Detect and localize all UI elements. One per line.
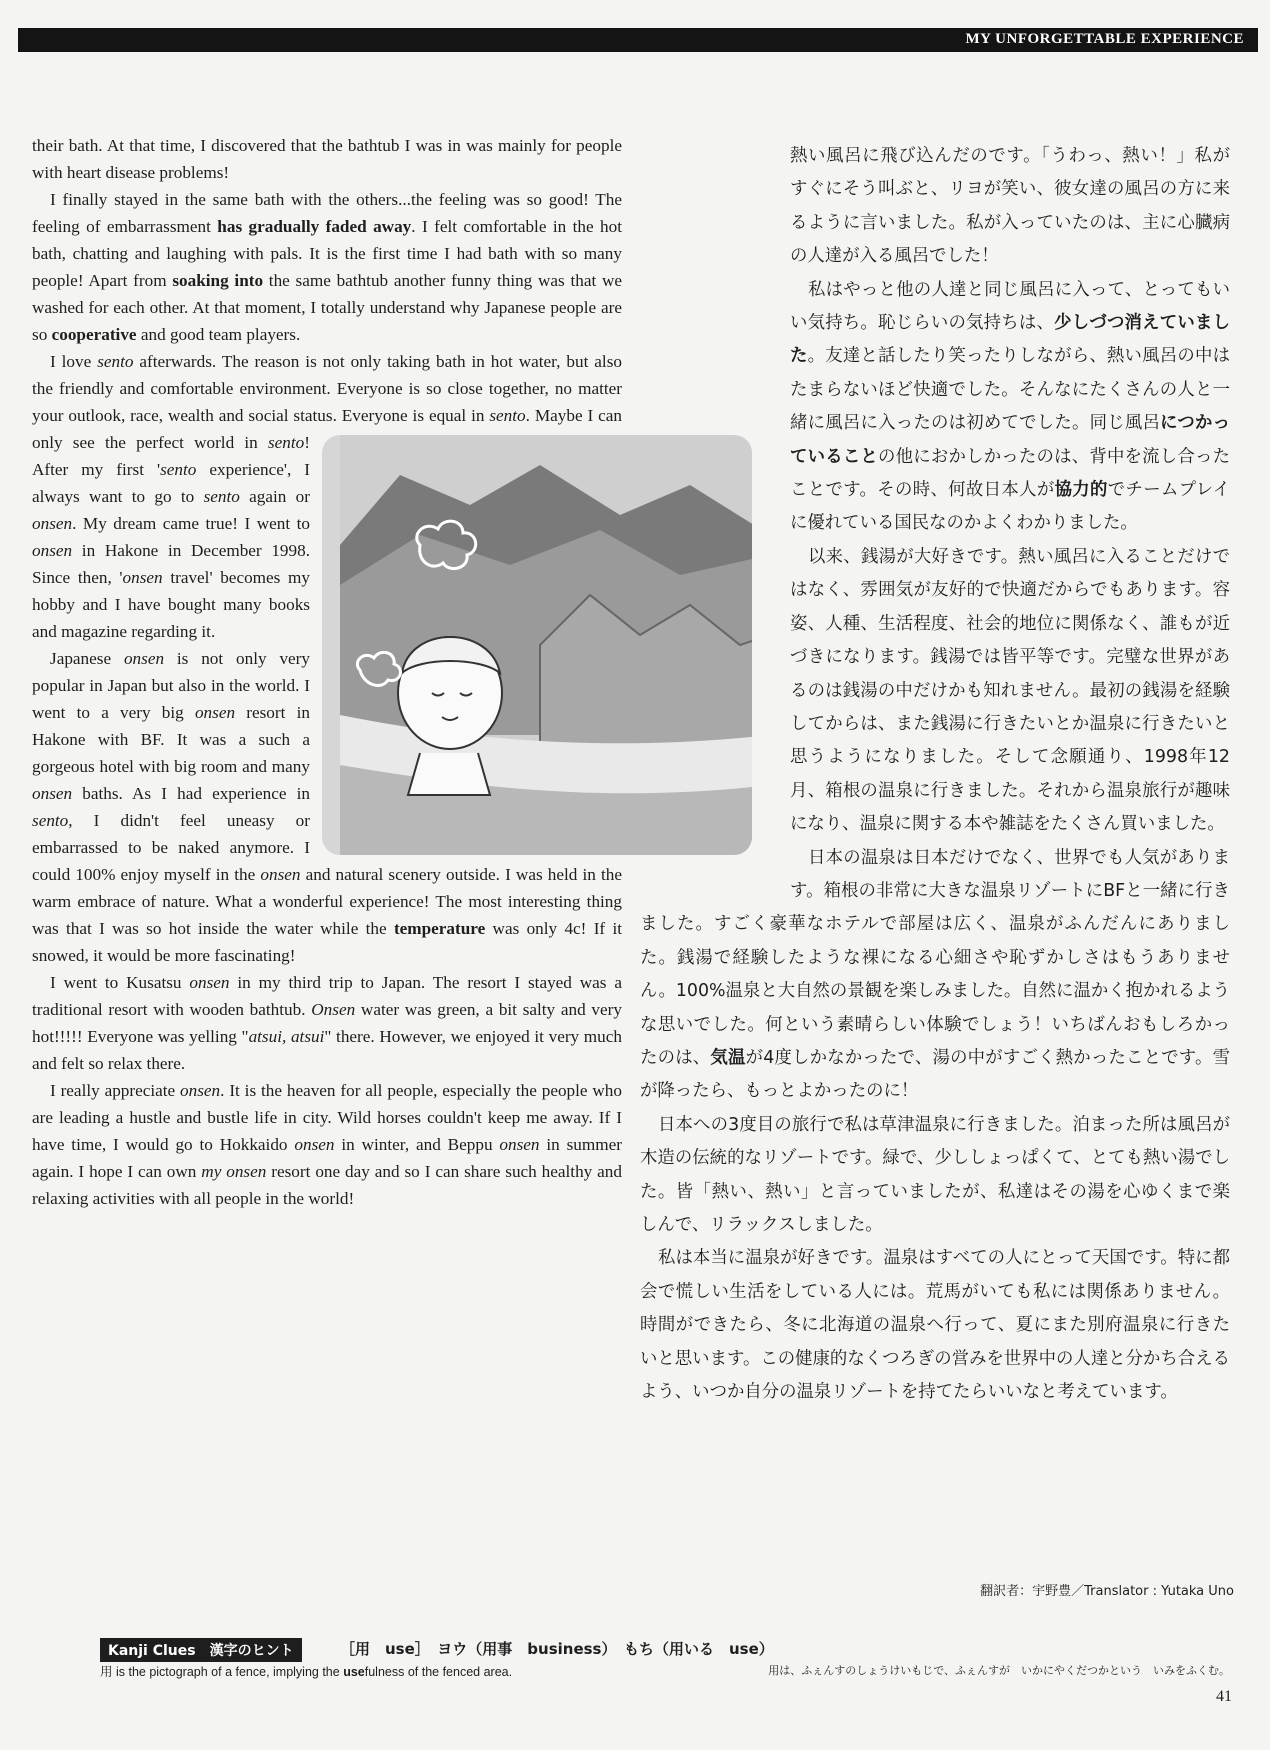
- jp-text: が4度しかなかったで、湯の中がすごく熱かったことです。雪が降ったら、もっとよかったのに！: [640, 1047, 1230, 1102]
- en-text: and natural scenery outside. I was held in the warm embrace of nature. What a wonderful experience! The most interesting thing was that I was so hot inside the water while the: [32, 865, 622, 938]
- jp-text: 私はやっと他の人達と同じ風呂に入って、とってもいい気持ち。恥じらいの気持ちは、: [790, 279, 1230, 334]
- en-italic: onsen: [122, 568, 163, 587]
- en-paragraph-6: [32, 1077, 622, 1212]
- en-italic: my onsen: [201, 1162, 267, 1181]
- jp-text: 日本の温泉は日本だけでなく、世界でも人気があります。箱根の非常に大きな温泉リゾートにBFと一緒に行きました。すごく豪華なホテルで部屋は広く、温泉がふんだんにありました。銭湯で経験したような裸になる心細さや恥ずかしさはもうありません。100%温泉と大自然の景観を楽しみました。自然に温かく抱かれるような思いでした。何という素晴らしい体験でしょう！いちばんおもしろかったのは、: [640, 847, 1230, 1068]
- en-text: in summer again. I hope I can own: [32, 1135, 622, 1181]
- japanese-column: [640, 140, 1230, 1409]
- en-text: " there. However, we enjoyed it very much and felt so relax there.: [32, 1027, 622, 1073]
- kanji-clues-bar: [100, 1638, 1240, 1678]
- en-text: afterwards. The reason is not only taking bath in hot water, but also the friendly and comfortable environment. Everyone is so close together, no matter your outlook, race, wealth and social status. Everyone is equal in: [32, 352, 622, 425]
- en-italic: onsen: [123, 649, 165, 668]
- en-italic: onsen: [32, 784, 73, 803]
- en-text: and good team players.: [136, 325, 301, 344]
- en-text: . It is the heaven for all people, especially the people who are leading a hustle and bustle life in city. Wild horses couldn't keep me away. If I have time, I would go to Hokkaido: [32, 1081, 622, 1154]
- jp-bold-phrase: につかっていること: [790, 413, 1230, 467]
- en-italic: onsen: [189, 973, 230, 992]
- en-italic: sento: [203, 487, 240, 506]
- page-number: 41: [1216, 1688, 1232, 1705]
- en-italic: onsen: [32, 514, 73, 533]
- jp-paragraph-4: [640, 842, 1230, 1109]
- en-italic: onsen: [294, 1135, 335, 1154]
- jp-paragraph-1: 熱い風呂に飛び込んだのです。「うわっ、熱い！」私がすぐにそう叫ぶと、リヨが笑い、彼女達の風呂の方に来るように言いました。私が入っていたのは、主に心臓病の人達が入る風呂でした！: [790, 146, 1230, 267]
- en-text: ! After my first ': [32, 433, 310, 479]
- illustration-spacer: [640, 410, 790, 880]
- en-text: in Hakone in December 1998. Since then, ': [32, 541, 310, 587]
- header-title: MY UNFORGETTABLE EXPERIENCE: [965, 31, 1244, 47]
- jp-text: 。友達と話したり笑ったりしながら、熱い風呂の中はたまらないほど快適でした。そんなにたくさんの人と一緒に風呂に入ったのは初めてでした。同じ風呂: [790, 346, 1230, 434]
- en-bold-phrase: soaking into: [172, 271, 264, 290]
- en-bold-phrase: cooperative: [51, 325, 137, 344]
- en-text: again or: [239, 487, 310, 506]
- kanji-en-text: fulness of the fenced area.: [364, 1665, 513, 1679]
- header-bar: [18, 28, 1258, 52]
- en-text: . My dream came true! I went to: [72, 514, 310, 533]
- kanji-explanation-en: [100, 1662, 512, 1680]
- en-italic: onsen: [499, 1135, 540, 1154]
- en-italic: onsen: [260, 865, 301, 884]
- en-text: . Maybe I can only see the perfect world in: [32, 406, 622, 452]
- en-text: in my third trip to Japan. The resort I stayed was a traditional resort with wooden bathtub.: [32, 973, 622, 1019]
- jp-text: の他におかしかったのは、背中を流し合ったことです。その時、何故日本人が: [790, 446, 1230, 501]
- kanji-en-bold: use: [343, 1665, 365, 1679]
- en-paragraph-3: [32, 348, 622, 645]
- en-text: I went to Kusatsu: [50, 973, 190, 992]
- en-italic: Onsen: [311, 1000, 356, 1019]
- en-italic: sento: [267, 433, 305, 452]
- en-italic: onsen: [32, 541, 73, 560]
- jp-text: でチームプレイに優れている国民なのかよくわかりました。: [790, 480, 1230, 534]
- en-text: baths. As I had experience in: [72, 784, 310, 803]
- en-italic: sento: [489, 406, 526, 425]
- en-text: resort in Hakone with BF. It was a such a gorgeous hotel with big room and many: [32, 703, 310, 776]
- en-paragraph-2: [32, 186, 622, 348]
- jp-bold-phrase: 協力的: [1054, 480, 1108, 501]
- translator-credit: 翻訳者：宇野豊／Translator : Yutaka Uno: [980, 1584, 1234, 1599]
- en-text: is not only very popular in Japan but also in the world. I went to a very big: [32, 649, 310, 722]
- english-column: [32, 132, 622, 1212]
- en-text: travel' becomes my hobby and I have bought many books and magazine regarding it.: [32, 568, 310, 641]
- jp-bold-phrase: 少しづつ消えていました: [790, 313, 1230, 367]
- en-text: resort one day and so I can share such healthy and relaxing activities with all people in the world!: [32, 1162, 622, 1208]
- en-text: . I felt comfortable in the hot bath, chatting and laughing with pals. It is the first time I had bath with so many people! Apart from: [32, 217, 622, 290]
- kanji-readings: ［用 use］ ヨウ（用事 business） もち（用いる use）: [340, 1640, 774, 1658]
- en-paragraph-5: [32, 969, 622, 1077]
- en-italic: sento: [32, 811, 69, 830]
- en-paragraph-1: [32, 132, 622, 186]
- kanji-explanation-jp: 用は、ふぇんすのしょうけいもじで、ふぇんすが いかにやくだつかという いみをふくむ。: [768, 1664, 1230, 1677]
- jp-paragraph-5: 日本への3度目の旅行で私は草津温泉に行きました。泊まった所は風呂が木造の伝統的なリゾートです。緑で、少ししょっぱくて、とても熱い湯でした。皆「熱い、熱い」と言っていましたが、私達はその湯を心ゆくまで楽しんで、リラックスしました。: [640, 1114, 1230, 1235]
- en-bold-phrase: has gradually faded away: [217, 217, 412, 236]
- jp-paragraph-3: 以来、銭湯が大好きです。熱い風呂に入ることだけではなく、雰囲気が友好的で快適だからでもあります。容姿、人種、生活程度、社会的地位に関係なく、誰もが近づきになります。銭湯では皆平等です。完璧な世界があるのは銭湯の中だけかも知れません。最初の銭湯を経験してからは、また銭湯に行きたいとか温泉に行きたいと思うようになりました。そして念願通り、1998年12月、箱根の温泉に行きました。それから温泉旅行が趣味になり、温泉に関する本や雑誌をたくさん買いました。: [790, 546, 1230, 835]
- kanji-clues-label: Kanji Clues 漢字のヒント: [100, 1638, 302, 1662]
- en-text: I really appreciate: [50, 1081, 181, 1100]
- en-italic: atsui, atsui: [248, 1027, 325, 1046]
- en-italic: sento: [97, 352, 134, 371]
- en-text: I love: [50, 352, 98, 371]
- jp-paragraph-6: 私は本当に温泉が好きです。温泉はすべての人にとって天国です。特に都会で慌しい生活をしている人には。荒馬がいても私には関係ありません。時間ができたら、冬に北海道の温泉へ行って、夏にまた別府温泉に行きたいと思います。この健康的なくつろぎの営みを世界中の人達と分かち合えるよう、いつか自分の温泉リゾートを持てたらいいなと考えています。: [640, 1248, 1230, 1403]
- en-text: water was green, a bit salty and very hot!!!!! Everyone was yelling ": [32, 1000, 622, 1046]
- jp-bold-phrase: 気温: [710, 1047, 746, 1068]
- en-text: in winter, and Beppu: [334, 1135, 500, 1154]
- en-text: experience', I always want to go to: [32, 460, 310, 506]
- kanji-en-text: 用 is the pictograph of a fence, implying the: [100, 1665, 344, 1679]
- en-text: their bath. At that time, I discovered that the bathtub I was in was mainly for people with heart disease problems!: [32, 136, 622, 182]
- en-text: , I didn't feel uneasy or embarrassed to be naked anymore. I could 100% enjoy myself in the: [32, 811, 310, 884]
- en-bold-phrase: temperature: [393, 919, 486, 938]
- en-italic: onsen: [194, 703, 236, 722]
- en-text: was only 4c! If it snowed, it would be more fascinating!: [32, 919, 622, 965]
- en-text: the same bathtub another funny thing was that we washed for each other. At that moment, I totally understand why Japanese people are so: [32, 271, 623, 344]
- en-italic: sento: [160, 460, 197, 479]
- en-italic: onsen: [180, 1081, 221, 1100]
- en-text: Japanese: [50, 649, 124, 668]
- en-text: I finally stayed in the same bath with the others...the feeling was so good! The feeling of embarrassment: [32, 190, 622, 236]
